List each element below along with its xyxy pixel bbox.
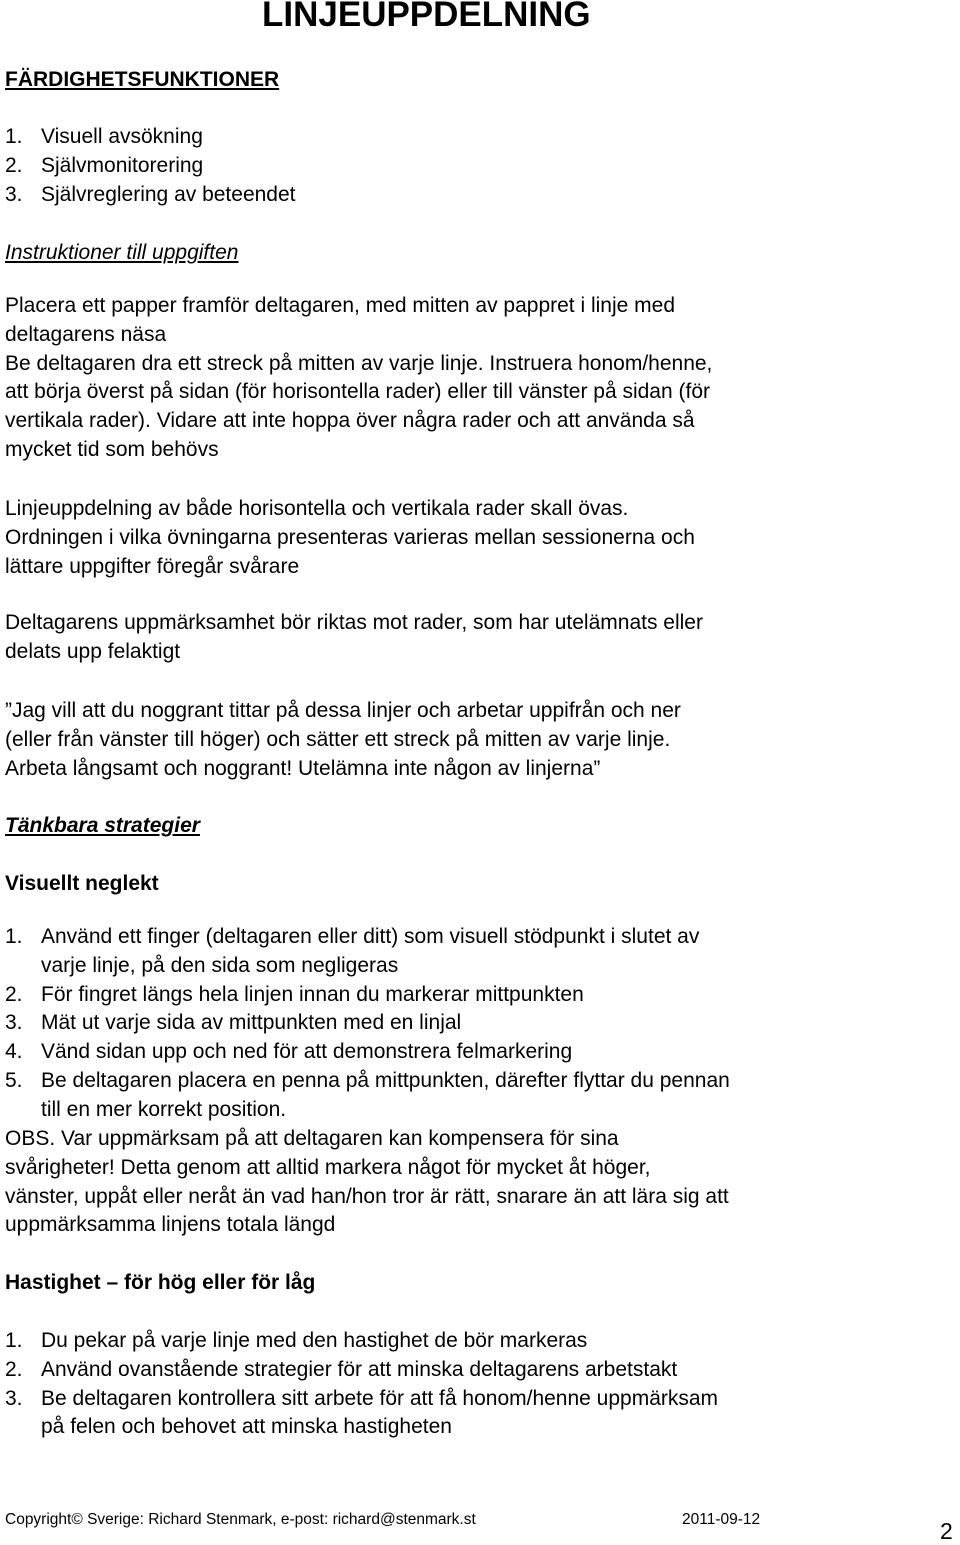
page-number: 2 xyxy=(940,1518,953,1544)
strategies-heading: Tänkbara strategier xyxy=(5,814,200,837)
instructions-paragraph-2: Linjeuppdelning av både horisontella och vertikala rader skall övas. Ordningen i vilka övningarna presenteras varieras mellan sessionerna och lättare uppgifter föregår svårare xyxy=(5,497,695,578)
skills-heading: FÄRDIGHETSFUNKTIONER xyxy=(5,68,280,91)
list-item: 1. Använd ett finger (deltagaren eller ditt) som visuell stödpunkt i slutet av varje linje, på den sida som negligeras xyxy=(5,925,700,977)
list-item: 2. Använd ovanstående strategier för att minska deltagarens arbetstakt xyxy=(5,1357,678,1381)
speed-list xyxy=(5,1327,718,1442)
instructions-quote: ”Jag vill att du noggrant tittar på dessa linjer och arbetar uppifrån och ner (eller från vänster till höger) och sätter ett streck på mitten av varje linje. Arbeta långsamt och noggrant! Utelämna inte någon av linjerna” xyxy=(5,699,681,780)
list-item: 4. Vänd sidan upp och ned för att demonstrera felmarkering xyxy=(5,1040,573,1064)
page-title: LINJEUPPDELNING xyxy=(262,0,591,34)
instructions-paragraph-3: Deltagarens uppmärksamhet bör riktas mot rader, som har utelämnats eller delats upp felaktigt xyxy=(5,611,703,663)
list-item: 3. Självreglering av beteendet xyxy=(5,182,296,206)
footer-date: 2011-09-12 xyxy=(682,1511,761,1528)
instructions-heading: Instruktioner till uppgiften xyxy=(5,241,239,264)
footer-copyright: Copyright© Sverige: Richard Stenmark, e-post: richard@stenmark.st xyxy=(5,1511,476,1528)
list-item: 3. Be deltagaren kontrollera sitt arbete för att få honom/henne uppmärksam på felen och behovet att minska hastigheten xyxy=(5,1386,719,1439)
list-item: 5. Be deltagaren placera en penna på mittpunkten, därefter flyttar du pennan till en mer korrekt position. xyxy=(5,1068,730,1121)
speed-heading: Hastighet – för hög eller för låg xyxy=(5,1271,316,1294)
neglect-note: OBS. Var uppmärksam på att deltagaren kan kompensera för sina svårigheter! Detta genom att alltid markera något för mycket åt höger, vänster, uppåt eller neråt än vad han/hon tror är rätt, snarare än att lära sig att uppmärksamma linjens totala längd xyxy=(5,1127,729,1237)
neglect-heading: Visuellt neglekt xyxy=(5,872,159,895)
neglect-list xyxy=(5,923,730,1125)
list-item: 2. För fingret längs hela linjen innan du markerar mittpunkten xyxy=(5,982,584,1006)
list-item: 1. Visuell avsökning xyxy=(5,125,203,148)
list-item: 1. Du pekar på varje linje med den hastighet de bör markeras xyxy=(5,1329,588,1352)
skills-list xyxy=(5,123,296,209)
instructions-paragraph-1: Placera ett papper framför deltagaren, med mitten av pappret i linje med deltagarens näsa Be deltagaren dra ett streck på mitten av varje linje. Instruera honom/henne, att börja överst på sidan (för horisontella rader) eller till vänster på sidan (för vertikala rader). Vidare att inte hoppa över några rader och att använda så mycket tid som behövs xyxy=(5,294,713,461)
list-item: 2. Självmonitorering xyxy=(5,153,204,177)
list-item: 3. Mät ut varje sida av mittpunkten med en linjal xyxy=(5,1011,462,1035)
